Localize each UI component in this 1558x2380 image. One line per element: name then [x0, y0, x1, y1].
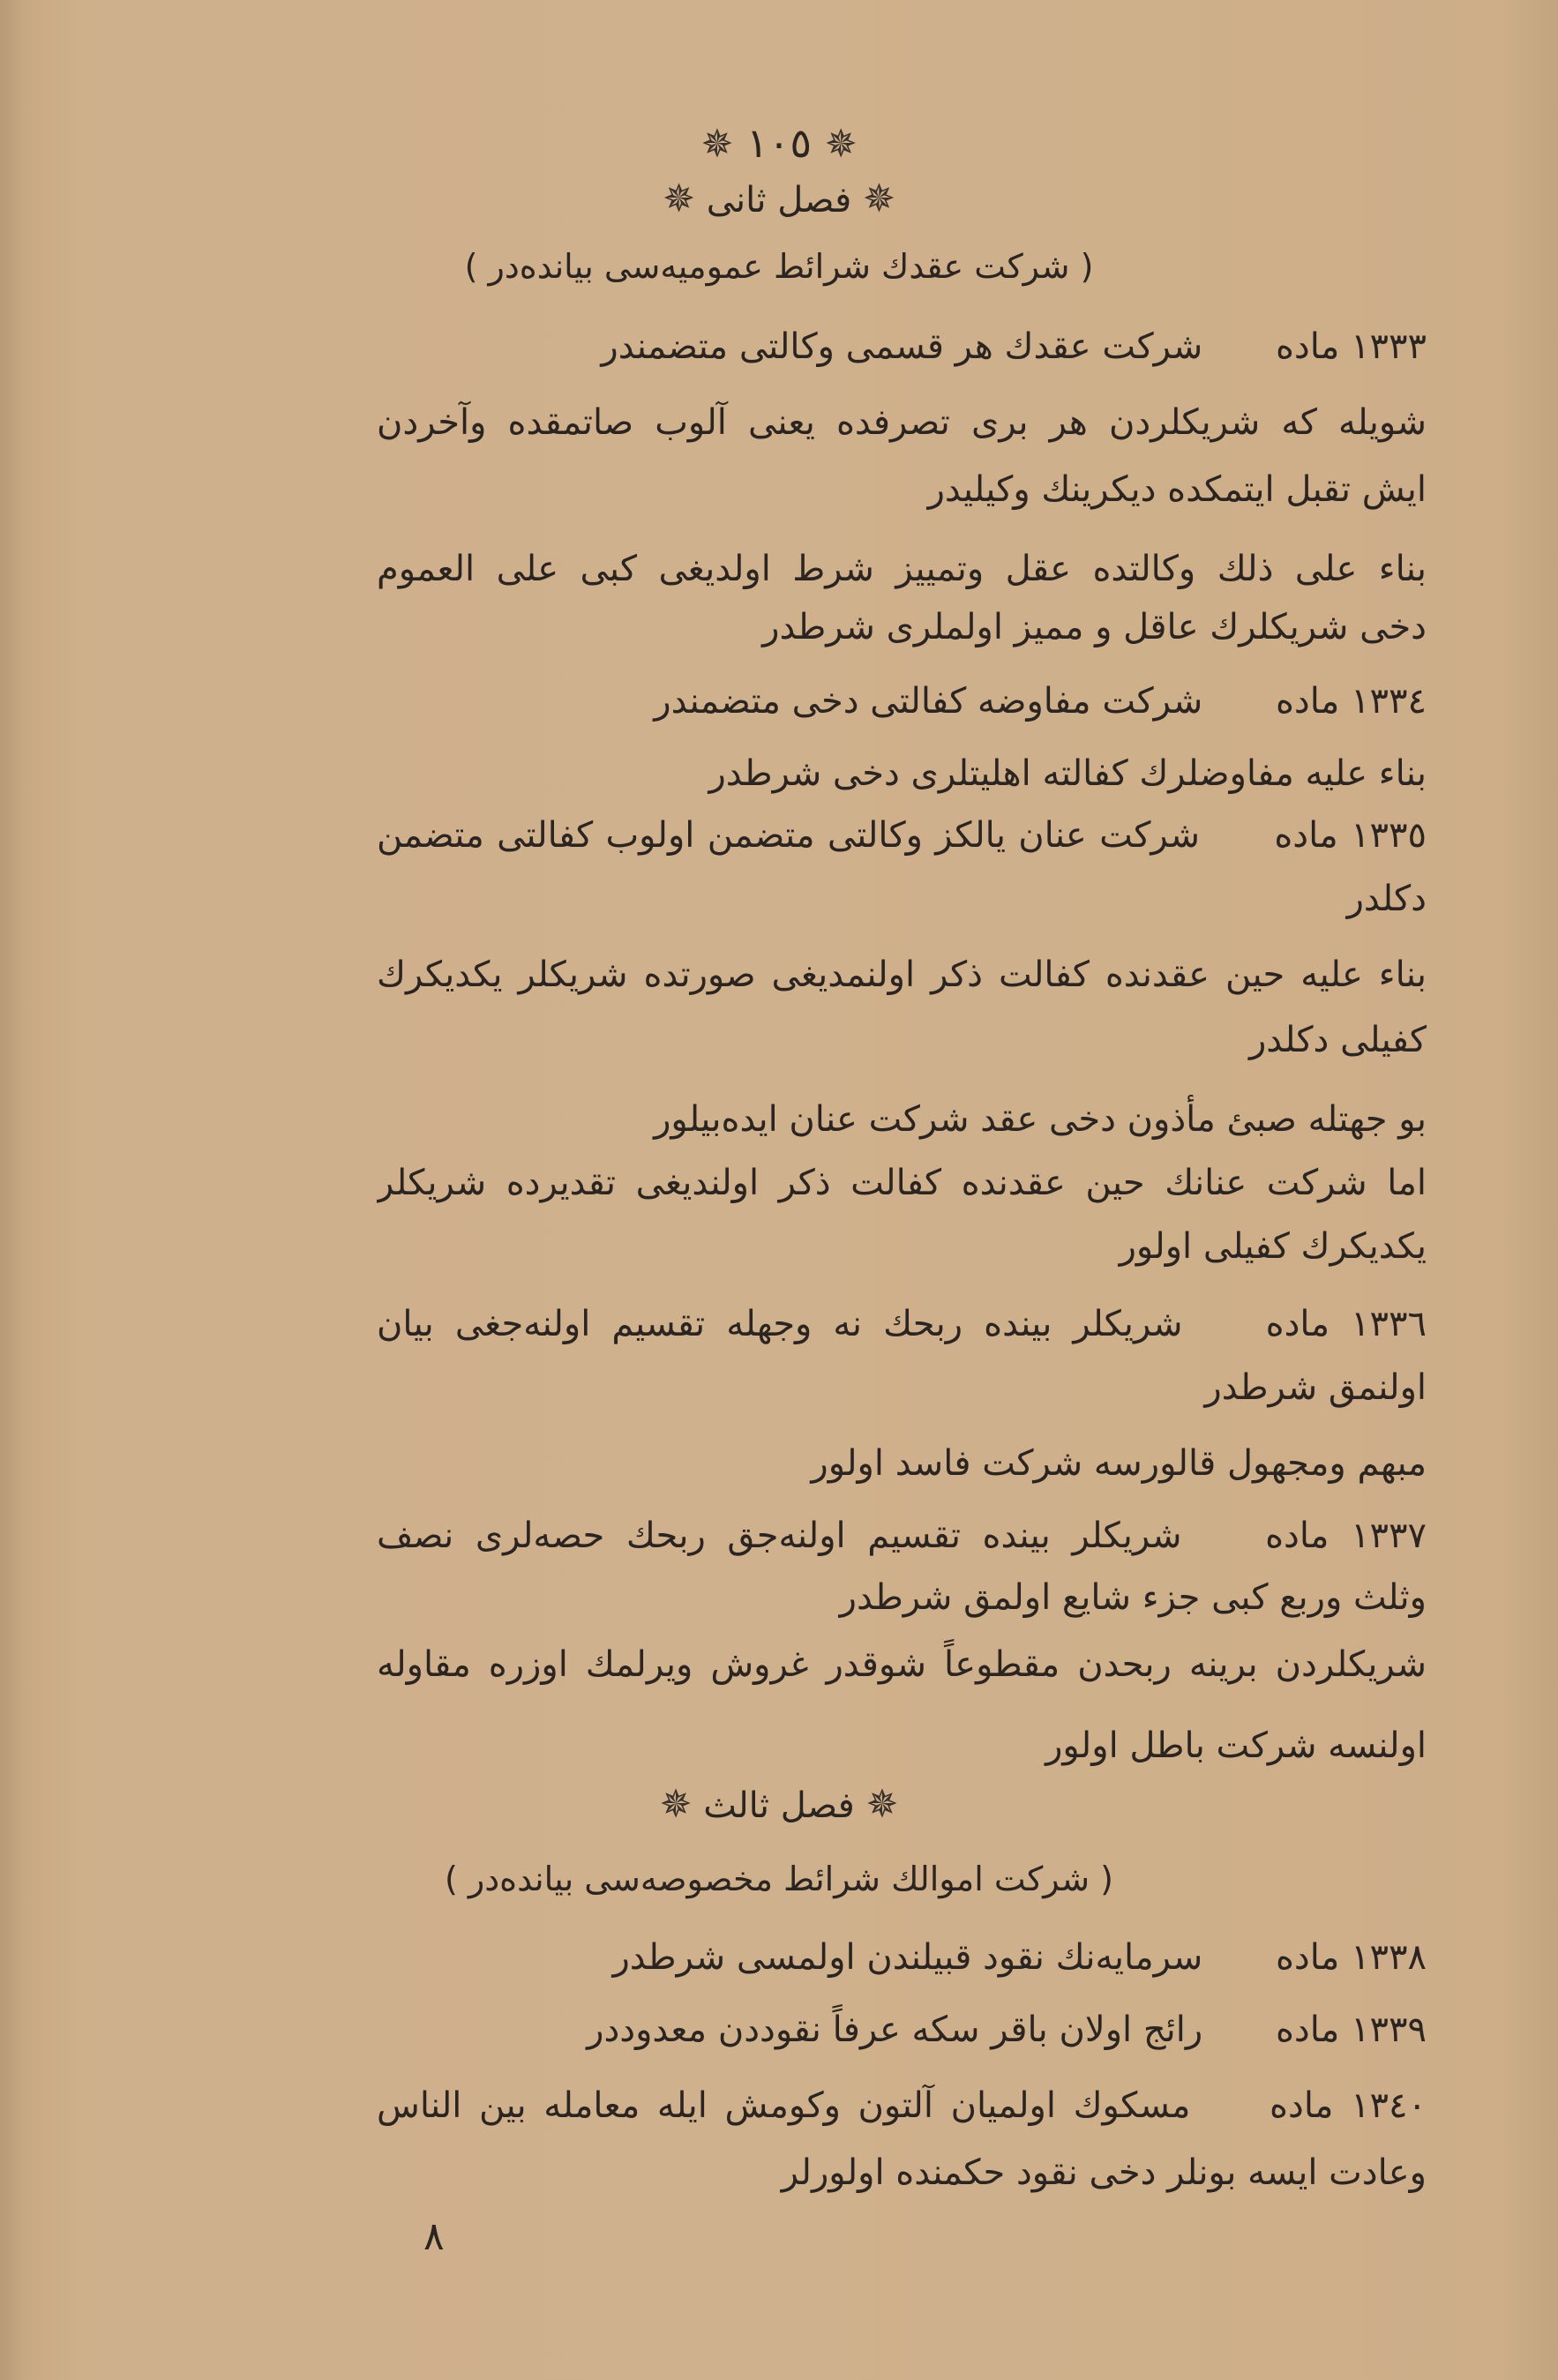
section-title [0, 176, 1558, 221]
section-subtitle: ( شركت عقدك شرائط عموميه‌سى بيانده‌در ) [464, 247, 1094, 286]
article-number: ١٣٤٠ ماده [1270, 2085, 1427, 2126]
line-text: وعادت ايسه بونلر دخى نقود حكمنده اولورلر [781, 2152, 1427, 2193]
text-line [377, 1567, 1427, 1628]
text-line [377, 1293, 1427, 1355]
ornament-icon: ✵ [700, 122, 734, 167]
text-line [377, 392, 1427, 453]
line-text: دخى شريكلرك عاقل و مميز اولملرى شرطدر [762, 607, 1427, 647]
section-title-text: فصل ثانى [706, 180, 852, 221]
text-line [377, 459, 1427, 520]
text-line [377, 868, 1427, 930]
line-text: مبهم ومجهول قالورسه شركت فاسد اولور [811, 1443, 1427, 1484]
text-line [377, 1505, 1427, 1567]
text-line [377, 596, 1427, 658]
text-line [377, 670, 1427, 732]
text-line [377, 805, 1427, 866]
line-text: بناء على ذلك وكالتده عقل وتمييز شرط اولديغى كبى على العموم [377, 549, 1427, 589]
text-line [377, 1634, 1427, 1695]
article-number: ١٣٣٦ ماده [1265, 1304, 1427, 1344]
line-text: اولنمق شرطدر [1204, 1367, 1427, 1408]
ornament-icon: ✵ [659, 1782, 693, 1827]
article-number: ١٣٣٤ ماده [1275, 681, 1427, 722]
ornament-icon: ✵ [865, 1782, 899, 1827]
section-title-text: فصل ثالث [703, 1785, 855, 1826]
article-number: ١٣٣٧ ماده [1265, 1516, 1427, 1556]
article-number: ١٣٣٣ ماده [1275, 326, 1427, 367]
line-text: شويله كه شريكلردن هر برى تصرفده يعنى آلوب صاتمقده وآخردن [377, 402, 1427, 443]
article-number: ١٣٣٨ ماده [1275, 1937, 1427, 1978]
text-line [377, 1999, 1427, 2061]
text-line [377, 944, 1427, 1006]
line-text: وثلث وربع كبى جزء شايع اولمق شرطدر [839, 1577, 1427, 1618]
signature-mark: ٨ [423, 2214, 445, 2259]
line-text: دكلدر [1346, 879, 1427, 919]
line-text: كفيلى دكلدر [1248, 1020, 1427, 1060]
line-text: شريكلردن برينه ربحدن مقطوعاً شوقدر غروش ويرلمك اوزره مقاوله [377, 1644, 1427, 1685]
line-text: شركت عنان يالكز وكالتى متضمن اولوب كفالتى متضمن [377, 815, 1201, 856]
line-text: مسكوك اولميان آلتون وكومش ايله معامله بين الناس [377, 2085, 1191, 2126]
text-line [377, 538, 1427, 600]
text-line [377, 1927, 1427, 1988]
text-line [377, 1357, 1427, 1418]
text-line [377, 316, 1427, 378]
line-text: رائج اولان باقر سكه عرفاً نقوددن معدوددر [587, 2010, 1203, 2050]
ornament-icon: ✵ [863, 176, 895, 221]
text-line [377, 1433, 1427, 1494]
ornament-icon: ✵ [824, 122, 858, 167]
line-text: بناء عليه مفاوضلرك كفالته اهليتلرى دخى شرطدر [708, 753, 1427, 794]
line-text: سرمايه‌نك نقود قبيلندن اولمسى شرطدر [612, 1937, 1203, 1978]
line-text: شركت مفاوضه كفالتى دخى متضمندر [654, 681, 1203, 722]
text-line [377, 1715, 1427, 1777]
page-number-text: ١٠٥ [745, 119, 813, 167]
text-line [377, 1152, 1427, 1214]
text-line [377, 743, 1427, 805]
article-number: ١٣٣٥ ماده [1274, 815, 1427, 856]
section-title [0, 1782, 1558, 1827]
text-line [377, 1009, 1427, 1071]
line-text: اما شركت عنانك حين عقدنده كفالت ذكر اولنديغى تقديرده شريكلر [377, 1163, 1427, 1203]
line-text: شريكلر بينده ربحك نه وجهله تقسيم اولنه‌جغى بيان [377, 1304, 1183, 1344]
line-text: اولنسه شركت باطل اولور [1045, 1725, 1427, 1766]
text-line [377, 1089, 1427, 1150]
text-line [377, 2142, 1427, 2204]
line-text: ايش تقبل ايتمكده ديكرينك وكيليدر [927, 469, 1427, 510]
line-text: شريكلر بينده تقسيم اولنه‌جق ربحك حصه‌لرى نصف [377, 1516, 1182, 1556]
line-text: بو جهتله صبئ مأذون دخى عقد شركت عنان ايده‌بيلور [654, 1099, 1427, 1140]
section-subtitle: ( شركت اموالك شرائط مخصوصه‌سى بيانده‌در ) [445, 1860, 1113, 1898]
line-text: شركت عقدك هر قسمى وكالتى متضمندر [601, 326, 1203, 367]
text-line [377, 1216, 1427, 1277]
line-text: بناء عليه حين عقدنده كفالت ذكر اولنمديغى صورتده شريكلر يكديكرك [377, 954, 1427, 995]
text-line [377, 2075, 1427, 2137]
page-number [0, 119, 1558, 167]
line-text: يكديكرك كفيلى اولور [1119, 1226, 1427, 1267]
article-number: ١٣٣٩ ماده [1275, 2010, 1427, 2050]
ornament-icon: ✵ [663, 176, 695, 221]
